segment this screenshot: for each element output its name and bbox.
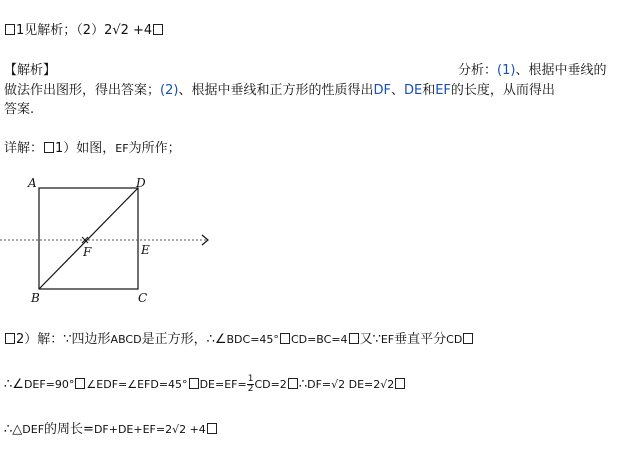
missing-glyph-icon: [189, 378, 199, 389]
analysis-label: 分析：: [458, 63, 498, 78]
solution-text: 又∵: [359, 332, 381, 347]
answer-part1-number: 1: [16, 23, 25, 38]
solution-text: CD=2: [254, 378, 287, 391]
detail-label: 详解：: [4, 141, 44, 156]
missing-glyph-icon: [153, 24, 163, 35]
solution-text: ∠EDF=∠EFD=45°: [86, 378, 188, 391]
label-b: B: [31, 291, 40, 305]
missing-glyph-icon: [280, 333, 290, 344]
solution-text: 2）解：∵四边形: [16, 332, 111, 347]
solution-text: BDC=45°: [226, 333, 279, 346]
solution-text: ∴∠: [4, 377, 24, 392]
answer-part2: （2）2√2 +4: [76, 23, 153, 38]
solution-text: ∴△: [4, 422, 23, 437]
solution-text: DEF: [22, 423, 45, 436]
missing-glyph-icon: [44, 142, 54, 153]
missing-glyph-icon: [207, 423, 217, 434]
missing-glyph-icon: [288, 378, 298, 389]
solution-text: DF=√2 DE=2√2: [307, 378, 395, 391]
solution-text: ∴: [298, 377, 308, 392]
detail-text: 1）如图，: [55, 141, 116, 156]
analysis-text: 的长度，从而得出: [450, 83, 555, 98]
detail-line: [4, 140, 181, 158]
analysis-part2-number: (2): [160, 83, 179, 98]
analysis-header: 【解析】: [4, 63, 57, 78]
solution-text: DF+DE+EF=2√2 +4: [93, 423, 206, 436]
analysis-text: 和: [422, 83, 436, 98]
solution-text: ABCD: [110, 333, 142, 346]
segment-df: DF: [373, 83, 391, 98]
solution-text: CD: [446, 333, 463, 346]
fraction-denominator: 2: [247, 384, 254, 394]
analysis-line-2: [4, 82, 555, 100]
solution-text: DE=EF=: [199, 378, 247, 391]
answer-line: [4, 22, 164, 40]
label-e: E: [141, 243, 150, 257]
segment-ef: EF: [115, 142, 129, 155]
missing-glyph-icon: [463, 333, 473, 344]
segment-ef: EF: [435, 83, 451, 98]
analysis-label-line: [458, 62, 606, 80]
detail-text: 为所作；: [128, 141, 181, 156]
analysis-part1-text: 、根据中垂线的: [515, 63, 607, 78]
analysis-part1-number: (1): [497, 63, 516, 78]
label-d: D: [136, 176, 146, 190]
solution-text: EF: [380, 333, 395, 346]
solution-text: 垂直平分: [394, 332, 447, 347]
missing-glyph-icon: [5, 24, 15, 35]
solution-line-1: [4, 331, 474, 349]
solution-text: CD=BC=4: [290, 333, 348, 346]
missing-glyph-icon: [75, 378, 85, 389]
label-f: F: [83, 245, 92, 259]
square-figure: [0, 172, 230, 307]
analysis-text: 做法作出图形，得出答案；: [4, 83, 161, 98]
analysis-line-3: 答案.: [4, 102, 35, 117]
analysis-text: 、: [390, 83, 404, 98]
answer-see-text: 见解析；: [24, 23, 77, 38]
solution-line-3: [4, 421, 218, 439]
segment-de: DE: [403, 83, 423, 98]
solution-text: 的周长=: [44, 422, 94, 437]
solution-text: 是正方形，∴∠: [141, 332, 227, 347]
fraction-numerator: 1: [247, 374, 254, 384]
label-c: C: [138, 291, 148, 305]
diagonal-bd: [39, 188, 138, 289]
missing-glyph-icon: [5, 333, 15, 344]
analysis-text: 、根据中垂线和正方形的性质得出: [178, 83, 374, 98]
solution-text: DEF=90°: [23, 378, 75, 391]
missing-glyph-icon: [349, 333, 359, 344]
missing-glyph-icon: [395, 378, 405, 389]
label-a: A: [28, 176, 37, 190]
solution-line-2: [4, 375, 406, 394]
